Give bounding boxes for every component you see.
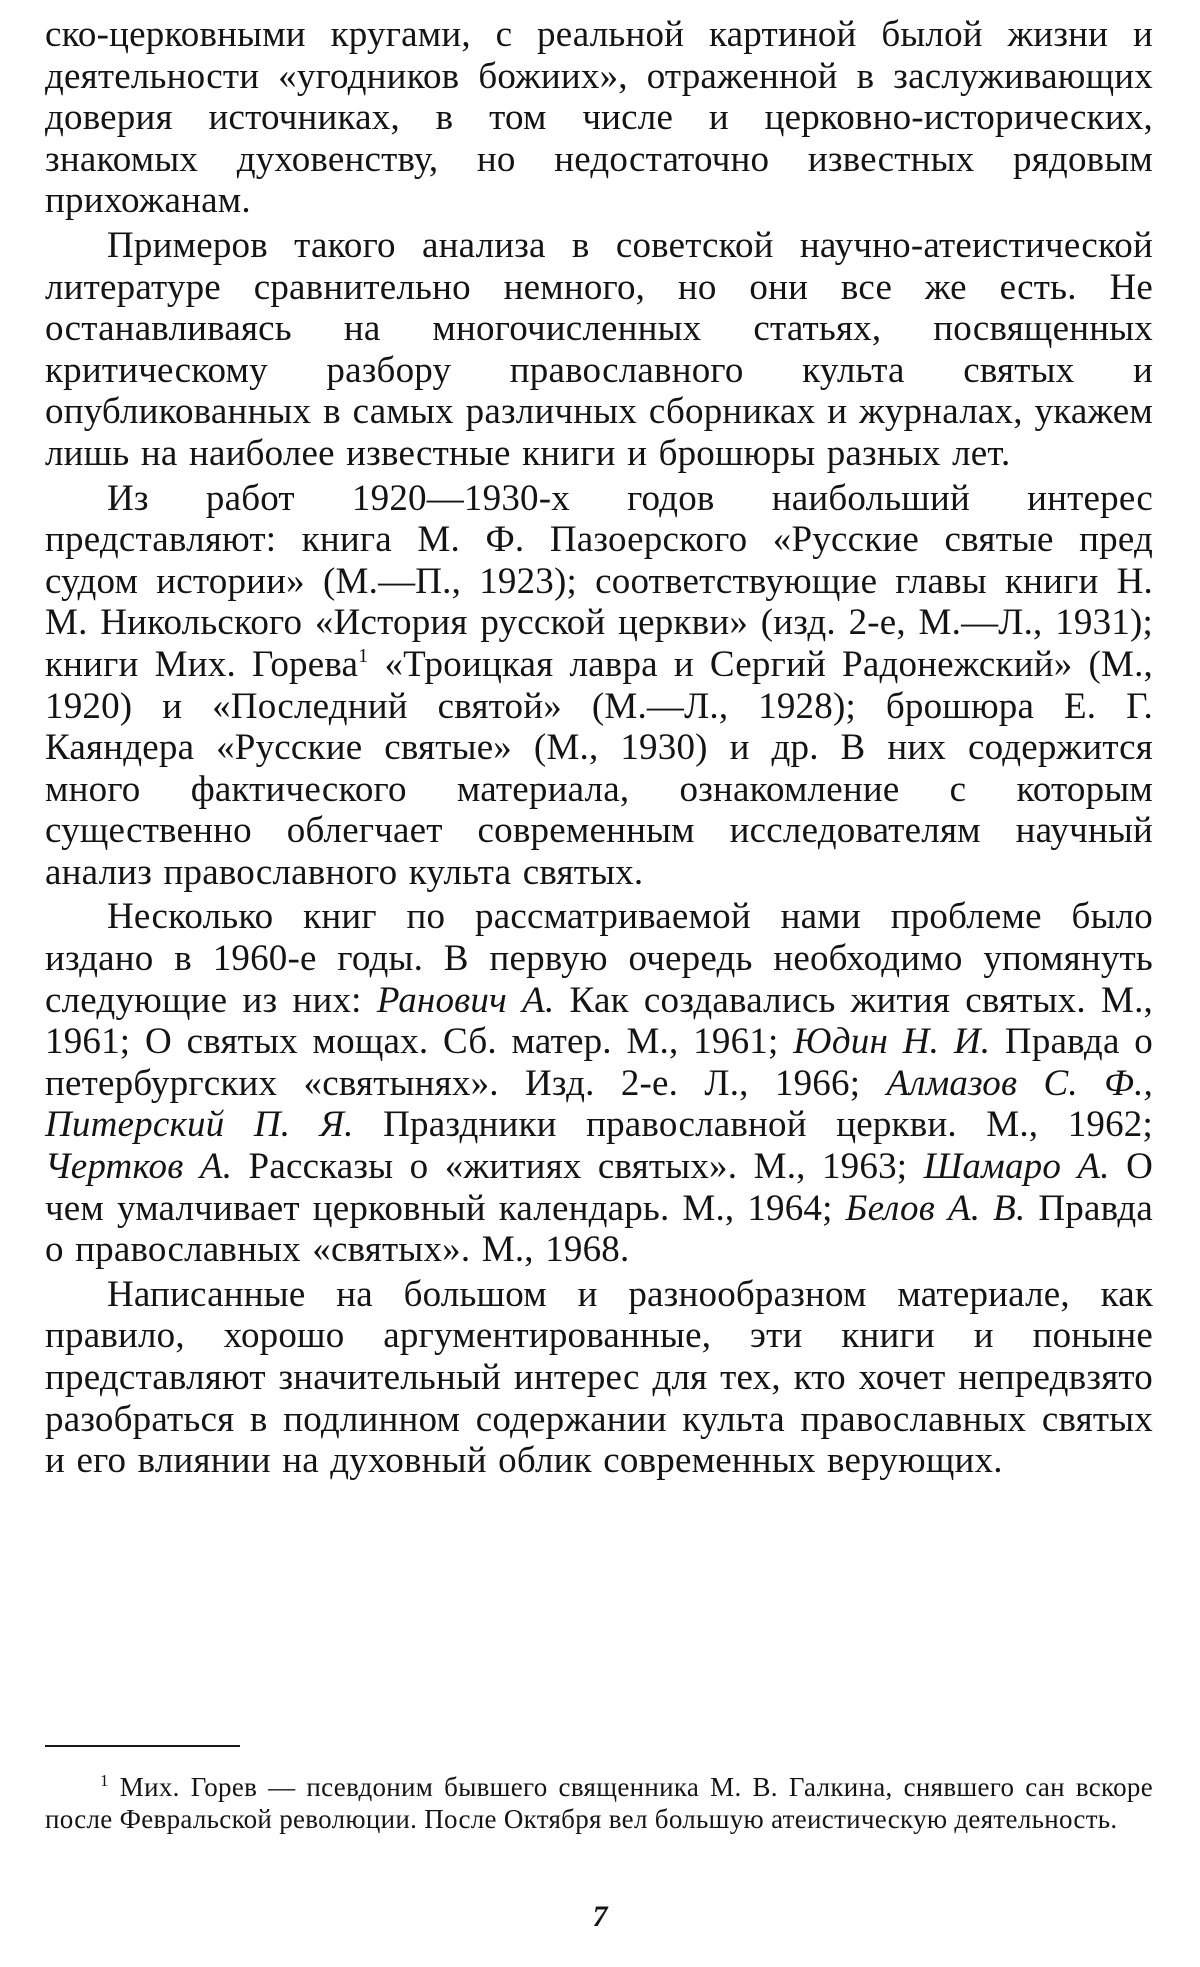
italic-span: Чертков А. — [45, 1146, 233, 1188]
page-number: 7 — [592, 1900, 608, 1933]
text-span: Правда о петербургских «святынях». Изд. 2-е. Л., 1966; — [45, 1021, 1153, 1104]
text-span: Примеров такого анализа в советской научно-атеистической литературе сравнительно немного, но они все же есть. Не останавливаясь на многочисленных статьях, посвященных критическому разбору православного культа святых и опубликованных в самых различных сборниках и журналах, укажем лишь на наиболее известные книги и брошюры разных лет. — [45, 224, 1153, 474]
text-span: Написанные на большом и разнообразном материале, как правило, хорошо аргументированные, эти книги и поныне представляют значительный интерес для тех, кто хочет непредвзято разобраться в подлинном содержании культа православных святых и его влиянии на духовный облик современных верующих. — [45, 1273, 1153, 1482]
body-paragraph — [45, 478, 1153, 894]
italic-span: Юдин Н. И. — [793, 1021, 991, 1063]
text-span: Праздники православной церкви. М., 1962; — [353, 1104, 1153, 1146]
body-paragraph — [45, 896, 1153, 1270]
footnote-reference: 1 — [358, 644, 369, 667]
footnote-divider — [45, 1745, 240, 1747]
text-span: Правда о православных «святых». М., 1968. — [45, 1187, 1154, 1271]
text-span: О чем умалчивает церковный календарь. М., 1964; — [45, 1146, 1153, 1229]
text-span: Рассказы о «житиях святых». М., 1963; — [232, 1146, 924, 1188]
body-paragraph — [45, 14, 1153, 222]
text-span: Из работ 1920—1930-х годов наибольший интерес представляют: книга М. Ф. Пазоерского «Русские святые пред судом истории» (М.—П., 1923); соответствующие главы книги Н. М. Никольского «История русской церкви» (изд. 2-е, М.—Л., 1931); книги Мих. Горева — [45, 477, 1153, 685]
italic-span: Ранович А. — [376, 979, 555, 1021]
footnote — [45, 1771, 1153, 1835]
italic-span: Алмазов С. Ф., Питерский П. Я. — [45, 1062, 1153, 1146]
italic-span: Шамаро А. — [923, 1146, 1110, 1188]
body-paragraph — [45, 225, 1153, 475]
footnote-text: Мих. Горев — псевдоним бывшего священника М. В. Галкина, снявшего сан вскоре после Февральской революции. После Октября вел большую атеистическую деятельность. — [45, 1772, 1153, 1834]
page-body — [45, 14, 1153, 1482]
text-span: ско-церковными кругами, с реальной картиной былой жизни и деятельности «угодников божиих», отраженной в заслуживающих доверия источниках, в том числе и церковно-исторических, знакомых духовенству, но недостаточно известных рядовым прихожанам. — [45, 14, 1153, 222]
text-span: «Троицкая лавра и Сергий Радонежский» (М., 1920) и «Последний святой» (М.—Л., 1928); брошюра Е. Г. Каяндера «Русские святые» (М., 1930) и др. В них содержится много фактического материала, ознакомление с которым существенно облегчает современным исследователям научный анализ православного культа святых. — [45, 643, 1154, 893]
text-span: Как создавались жития святых. М., 1961; О святых мощах. Сб. матер. М., 1961; — [45, 979, 1153, 1063]
italic-span: Белов А. В. — [845, 1187, 1026, 1229]
text-span: Несколько книг по рассматриваемой нами проблеме было издано в 1960-е годы. В первую очередь необходимо упомянуть следующие из них: — [45, 896, 1153, 1021]
body-paragraph — [45, 1274, 1153, 1482]
footnote-marker: 1 — [100, 1771, 109, 1790]
